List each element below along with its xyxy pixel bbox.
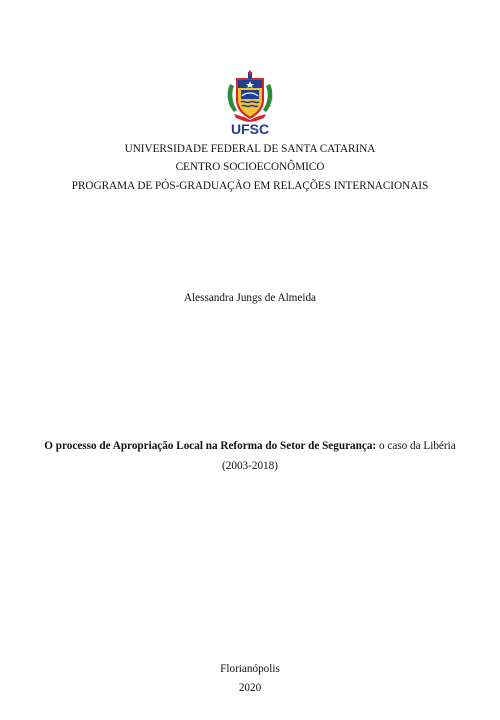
publication-year: 2020 [238,682,262,694]
city-name: Florianópolis [220,663,280,675]
document-title [0,438,500,454]
center-name: CENTRO SOCIOECONÔMICO [175,161,325,173]
program-name: PROGRAMA DE PÓS-GRADUAÇÃO EM RELAÇÕES INTERNACIONAIS [71,180,429,192]
author-name: Alessandra Jungs de Almeida [183,292,317,304]
document-title-bold: O processo de Apropriação Local na Reforma do Setor de Segurança: [44,440,377,452]
university-crest-icon [222,70,278,122]
ufsc-logo-text: UFSC [230,121,270,137]
document-period: (2003-2018) [222,460,278,472]
university-name: UNIVERSIDADE FEDERAL DE SANTA CATARINA [124,143,376,155]
document-title-regular: o caso da Libéria [376,440,456,452]
ufsc-logo [222,70,278,138]
